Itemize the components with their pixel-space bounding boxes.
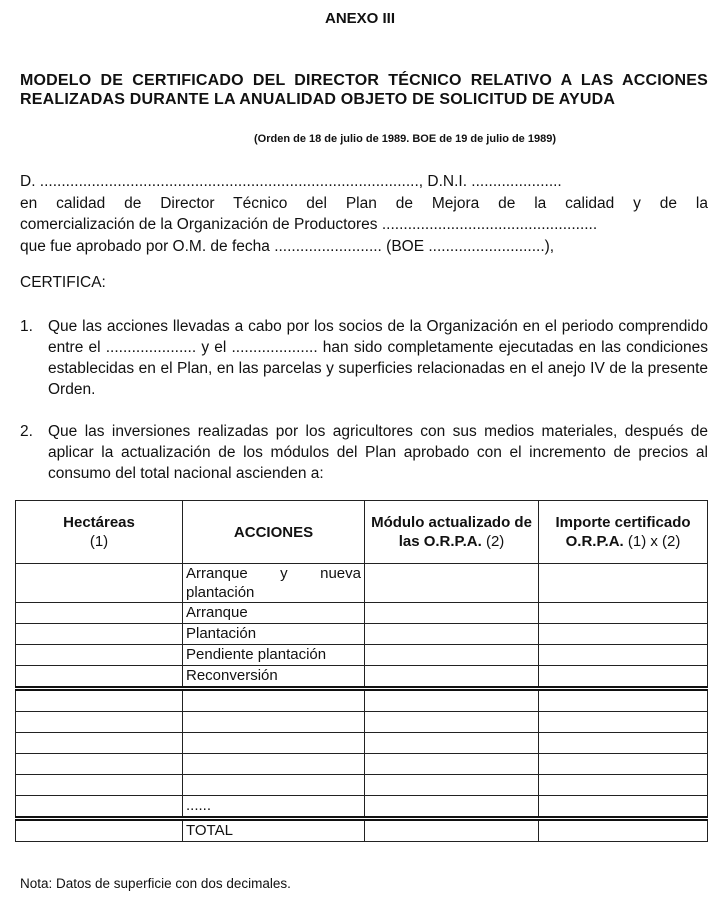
action-cell: Pendiente plantación: [183, 645, 365, 666]
table-cell: [539, 819, 708, 842]
table-cell: [183, 775, 365, 796]
investment-table: [15, 500, 708, 842]
header-modulo-ref: (2): [485, 533, 505, 550]
header-importe: [539, 501, 708, 564]
header-importe-label: Importe certificado: [555, 514, 691, 531]
header-acciones-label: ACCIONES: [233, 523, 314, 541]
table-cell: [539, 689, 708, 712]
intro-line-role: en calidad de Director Técnico del Plan de Mejora de la calidad y de la: [20, 194, 708, 212]
table-cell: [16, 564, 183, 603]
table-header-row: [16, 501, 708, 564]
table-cell: [16, 666, 183, 689]
table-row: [16, 624, 708, 645]
total-label: TOTAL: [183, 819, 365, 842]
table-cell: [16, 624, 183, 645]
table-cell: [16, 796, 183, 819]
table-cell: [16, 819, 183, 842]
header-modulo-label: Módulo actualizado de las O.R.P.A.: [371, 514, 532, 550]
action-word: y: [280, 565, 288, 582]
action-line: [186, 564, 361, 583]
table-cell: [16, 603, 183, 624]
table-row: [16, 775, 708, 796]
table-cell: [365, 712, 539, 733]
table-cell: [365, 603, 539, 624]
certification-item-1: [20, 316, 708, 400]
annex-title: ANEXO III: [324, 10, 395, 27]
table-row: [16, 796, 708, 819]
intro-line-organization: comercialización de la Organización de Productores ..................................................: [20, 216, 598, 233]
table-row: [16, 754, 708, 775]
table-cell: [539, 712, 708, 733]
table-cell: [365, 775, 539, 796]
table-cell: [16, 712, 183, 733]
table-cell: [365, 645, 539, 666]
action-cell: [183, 564, 365, 603]
table-cell: [183, 754, 365, 775]
action-word: nueva: [320, 565, 361, 582]
table-cell: [183, 712, 365, 733]
table-cell: [365, 754, 539, 775]
header-acciones: [183, 501, 365, 564]
table-row: [16, 564, 708, 603]
table-cell: [539, 754, 708, 775]
item-text: Que las inversiones realizadas por los agricultores con sus medios materiales, después de aplicar la actualización de los módulos del Plan aprobado con el incremento de precios al consumo del total nacional ascienden a:: [48, 423, 708, 482]
table-cell: [539, 564, 708, 603]
action-cell: Plantación: [183, 624, 365, 645]
header-importe-ref: (1) x (2): [627, 533, 681, 550]
table-row: [16, 689, 708, 712]
table-cell: [539, 775, 708, 796]
total-row: [16, 819, 708, 842]
intro-line-name: D. ........................................................................................, D.N.I. .....................: [20, 173, 562, 190]
table-cell: [365, 796, 539, 819]
table-cell: [16, 645, 183, 666]
certifica-label: CERTIFICA:: [20, 274, 106, 291]
document-heading: MODELO DE CERTIFICADO DEL DIRECTOR TÉCNICO RELATIVO A LAS ACCIONES REALIZADAS DURANTE LA ANUALIDAD OBJETO DE SOLICITUD DE AYUDA: [20, 72, 708, 108]
action-cell: Reconversión: [183, 666, 365, 689]
action-line: plantación: [186, 584, 255, 601]
table-cell: [365, 819, 539, 842]
order-reference: (Orden de 18 de julio de 1989. BOE de 19 de julio de 1989): [254, 133, 556, 145]
header-hectareas: [16, 501, 183, 564]
table-cell: [16, 733, 183, 754]
table-cell: [183, 733, 365, 754]
table-cell: [539, 796, 708, 819]
ellipsis-cell: ......: [183, 796, 365, 819]
table-row: [16, 733, 708, 754]
table-row: [16, 666, 708, 689]
table-cell: [539, 603, 708, 624]
table-cell: [365, 733, 539, 754]
table-cell: [365, 666, 539, 689]
table-cell: [16, 754, 183, 775]
table-cell: [365, 564, 539, 603]
header-importe-orpa: O.R.P.A.: [565, 533, 624, 550]
header-hectareas-ref: (1): [89, 533, 109, 550]
item-number: 1.: [20, 318, 33, 335]
table-row: [16, 645, 708, 666]
footnote: Nota: Datos de superficie con dos decimales.: [20, 876, 291, 891]
table-cell: [539, 624, 708, 645]
action-cell: Arranque: [183, 603, 365, 624]
certification-item-2: [20, 421, 708, 484]
header-modulo: [365, 501, 539, 564]
item-number: 2.: [20, 423, 33, 440]
item-text: Que las acciones llevadas a cabo por los socios de la Organización en el periodo comprendido entre el ..................... y el .................... han sido completamente ejecutadas en las condiciones establecidas en el Plan, en las parcelas y superficies relacionadas en el anejo IV de la presente Orden.: [48, 318, 708, 398]
table-cell: [365, 689, 539, 712]
table-cell: [183, 689, 365, 712]
action-word: Arranque: [186, 565, 248, 582]
table-cell: [365, 624, 539, 645]
table-cell: [539, 733, 708, 754]
table-cell: [539, 666, 708, 689]
intro-line-approval: que fue aprobado por O.M. de fecha ......................... (BOE ...........................),: [20, 237, 555, 255]
table-cell: [16, 689, 183, 712]
table-cell: [16, 775, 183, 796]
table-row: [16, 712, 708, 733]
table-cell: [539, 645, 708, 666]
intro-paragraph: [20, 171, 708, 257]
header-hectareas-label: Hectáreas: [63, 514, 135, 531]
table-row: [16, 603, 708, 624]
